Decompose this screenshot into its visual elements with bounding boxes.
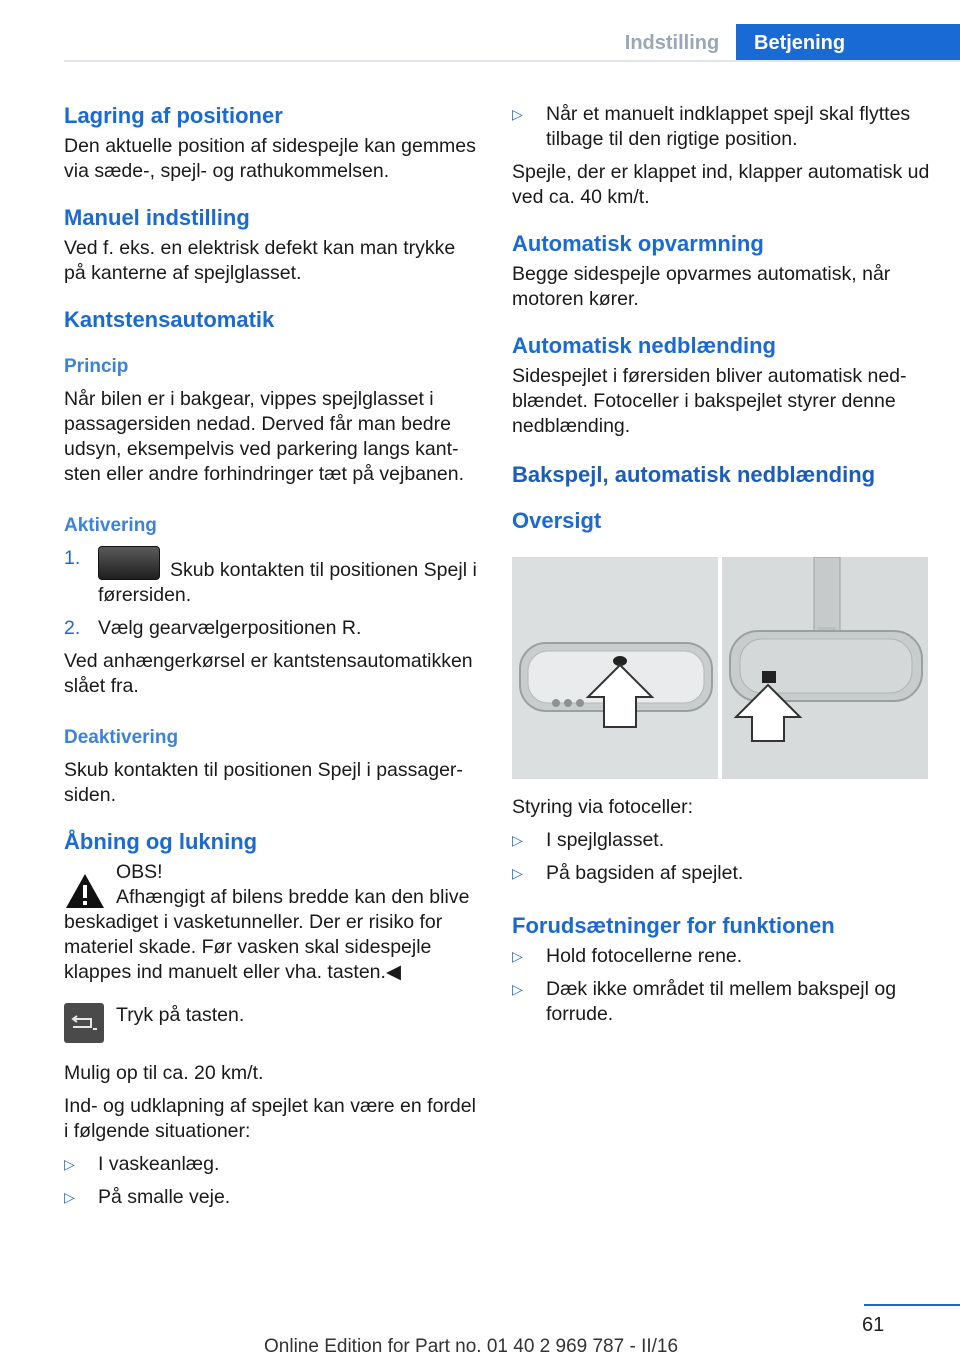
heading-opvarmning: Automatisk opvarmning	[512, 231, 764, 256]
bullet-triangle-icon: ▷	[64, 1156, 75, 1172]
fold-mirror-key-icon	[64, 1003, 104, 1043]
step-number: 1.	[64, 547, 81, 569]
list-item-text: I vaskeanlæg.	[98, 1153, 220, 1175]
tab-betjening[interactable]: Betjening	[736, 24, 960, 62]
step-text	[98, 546, 482, 608]
heading-forudsaet: Forudsætninger for funktionen	[512, 913, 835, 938]
heading-bakspejl: Bakspejl, automatisk nedblænding	[512, 462, 876, 487]
key-instruction	[64, 1003, 482, 1043]
para-anhaenger: Ved anhængerkørsel er kantstensautomatikken slået fra.	[64, 650, 473, 697]
para-indud: Ind- og udklapning af spejlet kan være en fordel i følgende situationer:	[64, 1095, 476, 1142]
list-item	[512, 861, 932, 886]
mirror-back-illustration	[722, 557, 928, 779]
bullet-triangle-icon: ▷	[512, 948, 523, 964]
list-item-text: Dæk ikke området til mellem bakspejl og forrude.	[546, 978, 897, 1025]
page-number: 61	[862, 1314, 885, 1336]
mirror-front-illustration	[512, 557, 718, 779]
tab-indstilling[interactable]: Indstilling	[624, 32, 720, 54]
list-item-text: Når et manuelt indklappet spejl skal flyttes tilbage til den rigtige position.	[546, 103, 911, 150]
para-spejle: Spejle, der er klappet ind, klapper automatisk ud ved ca. 40 km/t.	[512, 161, 930, 208]
para-manuel: Ved f. eks. en elektrisk defekt kan man trykke på kanterne af spejlglasset.	[64, 237, 456, 284]
key-text: Tryk på tasten.	[116, 1004, 245, 1026]
step-1-text: Skub kontakten til positionen Spejl i førersiden.	[98, 559, 477, 606]
warning-text: Afhængigt af bilens bredde kan den blive beskadiget i vasketunneller. Der er risiko for materiel skade. Før vasken skal sidespejle klappes ind manuelt eller vha. tasten.◀	[64, 886, 470, 983]
list-item-text: På bagsiden af spejlet.	[546, 862, 744, 884]
edition-footer: Online Edition for Part no. 01 40 2 969 787 - II/16	[264, 1336, 679, 1357]
list-item-text: Hold fotocellerne rene.	[546, 945, 743, 967]
footer-rule	[864, 1304, 960, 1306]
list-item	[64, 1185, 482, 1210]
bullet-triangle-icon: ▷	[512, 981, 523, 997]
warning-block	[64, 860, 482, 985]
step-1	[64, 546, 482, 608]
para-opvarmning: Begge sidespejle opvarmes automatisk, når motoren kører.	[512, 263, 891, 310]
para-nedblaending: Sidespejlet i førersiden bliver automatisk nedblændet. Fotoceller i bakspejlet styrer denne nedblænding.	[512, 365, 907, 437]
list-item-text: På smalle veje.	[98, 1186, 231, 1208]
mirror-front-image	[512, 557, 718, 779]
list-item	[64, 1152, 482, 1177]
header-rule	[64, 60, 960, 62]
warning-triangle-icon	[64, 872, 106, 910]
step-2	[64, 616, 482, 641]
mirror-switch-icon	[98, 546, 160, 580]
heading-lagring: Lagring af positioner	[64, 103, 283, 128]
bullet-triangle-icon: ▷	[512, 865, 523, 881]
subheading-princip: Princip	[64, 356, 129, 377]
para-princip: Når bilen er i bakgear, vippes spejlglasset i passagersiden nedad. Derved får man bedre udsyn, eksempelvis ved parkering langs kantsten eller andre forhindringer tæt på vejbanen.	[64, 388, 464, 485]
para-styring: Styring via fotoceller:	[512, 796, 693, 818]
right-column	[512, 102, 932, 1035]
heading-oversigt: Oversigt	[512, 508, 602, 533]
rearview-mirror-figure	[512, 557, 932, 779]
warning-title: OBS!	[116, 861, 163, 883]
heading-aabning: Åbning og lukning	[64, 829, 258, 854]
subheading-deaktivering: Deaktivering	[64, 727, 179, 748]
para-lagring: Den aktuelle position af sidespejle kan gemmes via sæde-, spejl- og rathukommelsen.	[64, 135, 476, 182]
heading-kantsten: Kantstensautomatik	[64, 307, 275, 332]
mirror-back-image	[722, 557, 928, 779]
heading-manuel: Manuel indstilling	[64, 205, 250, 230]
list-item	[512, 102, 932, 152]
para-mulig: Mulig op til ca. 20 km/t.	[64, 1062, 264, 1084]
step-2-text: Vælg gearvælgerpositionen R.	[98, 617, 362, 639]
list-item-text: I spejlglasset.	[546, 829, 665, 851]
subheading-aktivering: Aktivering	[64, 515, 157, 536]
fold-arrow-icon	[69, 1013, 99, 1033]
step-number: 2.	[64, 617, 81, 639]
bullet-triangle-icon: ▷	[512, 106, 523, 122]
list-item	[512, 977, 932, 1027]
bullet-triangle-icon: ▷	[64, 1189, 75, 1205]
list-item	[512, 944, 932, 969]
chapter-tabs	[608, 24, 960, 62]
bullet-triangle-icon: ▷	[512, 832, 523, 848]
list-item	[512, 828, 932, 853]
left-column	[64, 102, 482, 1218]
heading-nedblaending: Automatisk nedblænding	[512, 333, 776, 358]
para-deaktivering: Skub kontakten til positionen Spejl i passagersiden.	[64, 759, 463, 806]
